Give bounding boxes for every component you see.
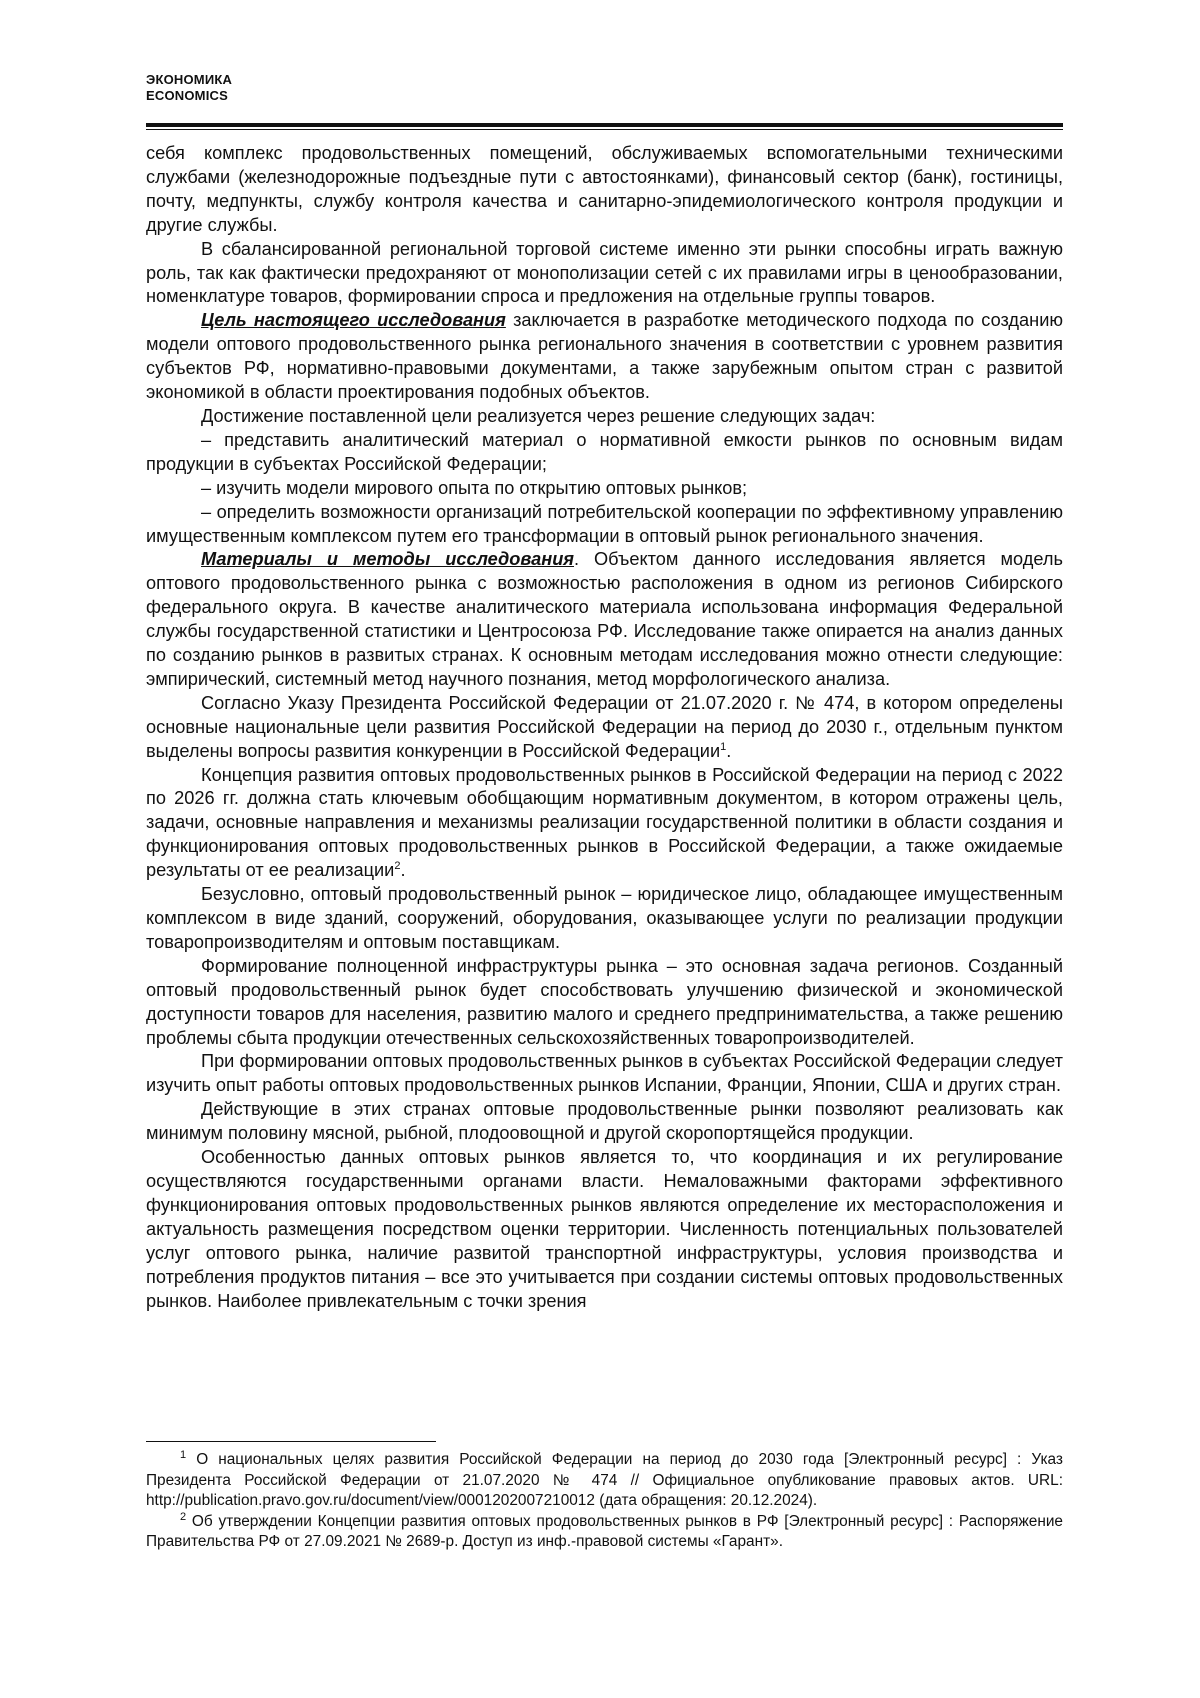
task-item-1: – представить аналитический материал о нормативной емкости рынков по основным видам продукции в субъектах Российской Федерации; — [146, 429, 1063, 474]
footnote-1 — [146, 1450, 1063, 1512]
journal-header — [146, 72, 232, 104]
footnotes — [146, 1450, 1063, 1553]
paragraph-2: В сбалансированной региональной торговой системе именно эти рынки способны играть важную роль, так как фактически предохраняют от монополизации сетей с их правилами игры в ценообразовании, номенклатуре товаров, формировании спроса и предложения на отдельные группы товаров. — [146, 238, 1063, 307]
decree-end: . — [726, 740, 732, 761]
goal-heading: Цель настоящего исследования — [201, 310, 506, 331]
header-rule-thin — [146, 129, 1063, 130]
methods-heading: Материалы и методы исследования — [201, 549, 575, 570]
paragraph-foreign-markets: Действующие в этих странах оптовые продовольственные рынки позволяют реализовать как минимум половину мясной, рыбной, плодоовощной и другой скоропортящейся продукции. — [146, 1099, 1063, 1144]
journal-section-en: ECONOMICS — [146, 88, 228, 103]
footnote-ref-2[interactable]: 2 — [394, 860, 401, 873]
footnote-ref-1[interactable]: 1 — [720, 740, 727, 753]
goal-text: заключается в разработке методического подхода по созданию модели оптового продовольственного рынка регионального значения в соответствии с уровнем развития субъектов РФ, нормативно-правовыми документами, а также зарубежным опытом стран с развитой экономикой в области проектирования подобных объектов. — [146, 310, 1063, 403]
paragraph-infrastructure: Формирование полноценной инфраструктуры рынка – это основная задача регионов. Созданный оптовый продовольственный рынок будет способствовать улучшению физической и экономической доступности товаров для населения, развитию малого и среднего предпринимательства, а также решению проблемы сбыта продукции отечественных сельскохозяйственных товаропроизводителей. — [146, 955, 1063, 1048]
footnote-2 — [146, 1512, 1063, 1553]
paragraph-1: себя комплекс продовольственных помещений, обслуживаемых вспомогательными техническими службами (железнодорожные подъездные пути с автостоянками), финансовый сектор (банк), гостиницы, почту, медпункты, службу контроля качества и санитарно-эпидемиологического контроля продукции и другие службы. — [146, 143, 1063, 235]
methods-text: . Объектом данного исследования является модель оптового продовольственного рынка с возможностью расположения в одном из регионов Сибирского федерального округа. В качестве аналитического материала использована информация Федеральной службы государственной статистики и Центросоюза РФ. Исследование также опирается на анализ данных по созданию рынков в развитых странах. К основным методам исследования можно отнести следующие: эмпирический, системный метод научного познания, метод морфологического анализа. — [146, 549, 1063, 689]
concept-text: Концепция развития оптовых продовольственных рынков в Российской Федерации на период с 2022 по 2026 гг. должна стать ключевым обобщающим нормативным документом, в котором отражены цель, задачи, основные направления и механизмы реализации государственной политики в области создания и функционирования оптовых продовольственных рынков в Российской Федерации, а также ожидаемые результаты от ее реализации — [146, 764, 1063, 881]
paragraph-foreign-experience: При формировании оптовых продовольственных рынков в субъектах Российской Федерации следует изучить опыт работы оптовых продовольственных рынков Испании, Франции, Японии, США и других стран. — [146, 1051, 1063, 1096]
footnote-separator — [146, 1441, 436, 1442]
footnote-1-number: 1 — [180, 1448, 187, 1461]
header-rule-thick — [146, 123, 1063, 127]
concept-end: . — [400, 860, 406, 881]
footnote-2-number: 2 — [180, 1510, 187, 1523]
paragraph-decree — [146, 692, 1063, 764]
paragraph-concept — [146, 764, 1063, 884]
footnote-1-text: О национальных целях развития Российской Федерации на период до 2030 года [Электронный ресурс] : Указ Президента Российской Федерации от 21.07.2020 № 474 // Официальное опубликование правовых актов. URL: http://publication.pravo.gov.ru/document/view/0001202007210012 (дата обращения: 20.12.2024). — [146, 1451, 1063, 1509]
paragraph-features: Особенностью данных оптовых рынков является то, что координация и их регулирование осуществляются государственными органами власти. Немаловажными факторами эффективного функционирования оптовых продовольственных рынков являются определение их месторасположения и актуальность размещения посредством оценки территории. Численность потенциальных пользователей услуг оптового рынка, наличие развитой транспортной инфраструктуры, условия производства и потребления продуктов питания – все это учитывается при создании системы оптовых продовольственных рынков. Наиболее привлекательным с точки зрения — [146, 1147, 1063, 1311]
decree-text: Согласно Указу Президента Российской Федерации от 21.07.2020 г. № 474, в котором определены основные национальные цели развития Российской Федерации на период до 2030 г., отдельным пунктом выделены вопросы развития конкуренции в Российской Федерации — [146, 692, 1063, 761]
paragraph-goal — [146, 309, 1063, 405]
task-item-3: – определить возможности организаций потребительской кооперации по эффективному управлению имущественным комплексом путем его трансформации в оптовый рынок регионального значения. — [146, 501, 1063, 546]
footnote-2-text: Об утверждении Концепции развития оптовых продовольственных рынков в РФ [Электронный ресурс] : Распоряжение Правительства РФ от 27.09.2021 № 2689-р. Доступ из инф.-правовой системы «Гарант». — [146, 1512, 1063, 1550]
paragraph-definition: Безусловно, оптовый продовольственный рынок – юридическое лицо, обладающее имущественным комплексом в виде зданий, сооружений, оборудования, оказывающее услуги по реализации продукции товаропроизводителям и оптовым поставщикам. — [146, 884, 1063, 952]
task-item-2: – изучить модели мирового опыта по открытию оптовых рынков; — [201, 477, 748, 498]
paragraph-tasks-intro: Достижение поставленной цели реализуется через решение следующих задач: — [201, 405, 876, 426]
article-body — [146, 142, 1063, 1313]
paragraph-methods — [146, 548, 1063, 691]
journal-section-ru: ЭКОНОМИКА — [146, 72, 233, 87]
